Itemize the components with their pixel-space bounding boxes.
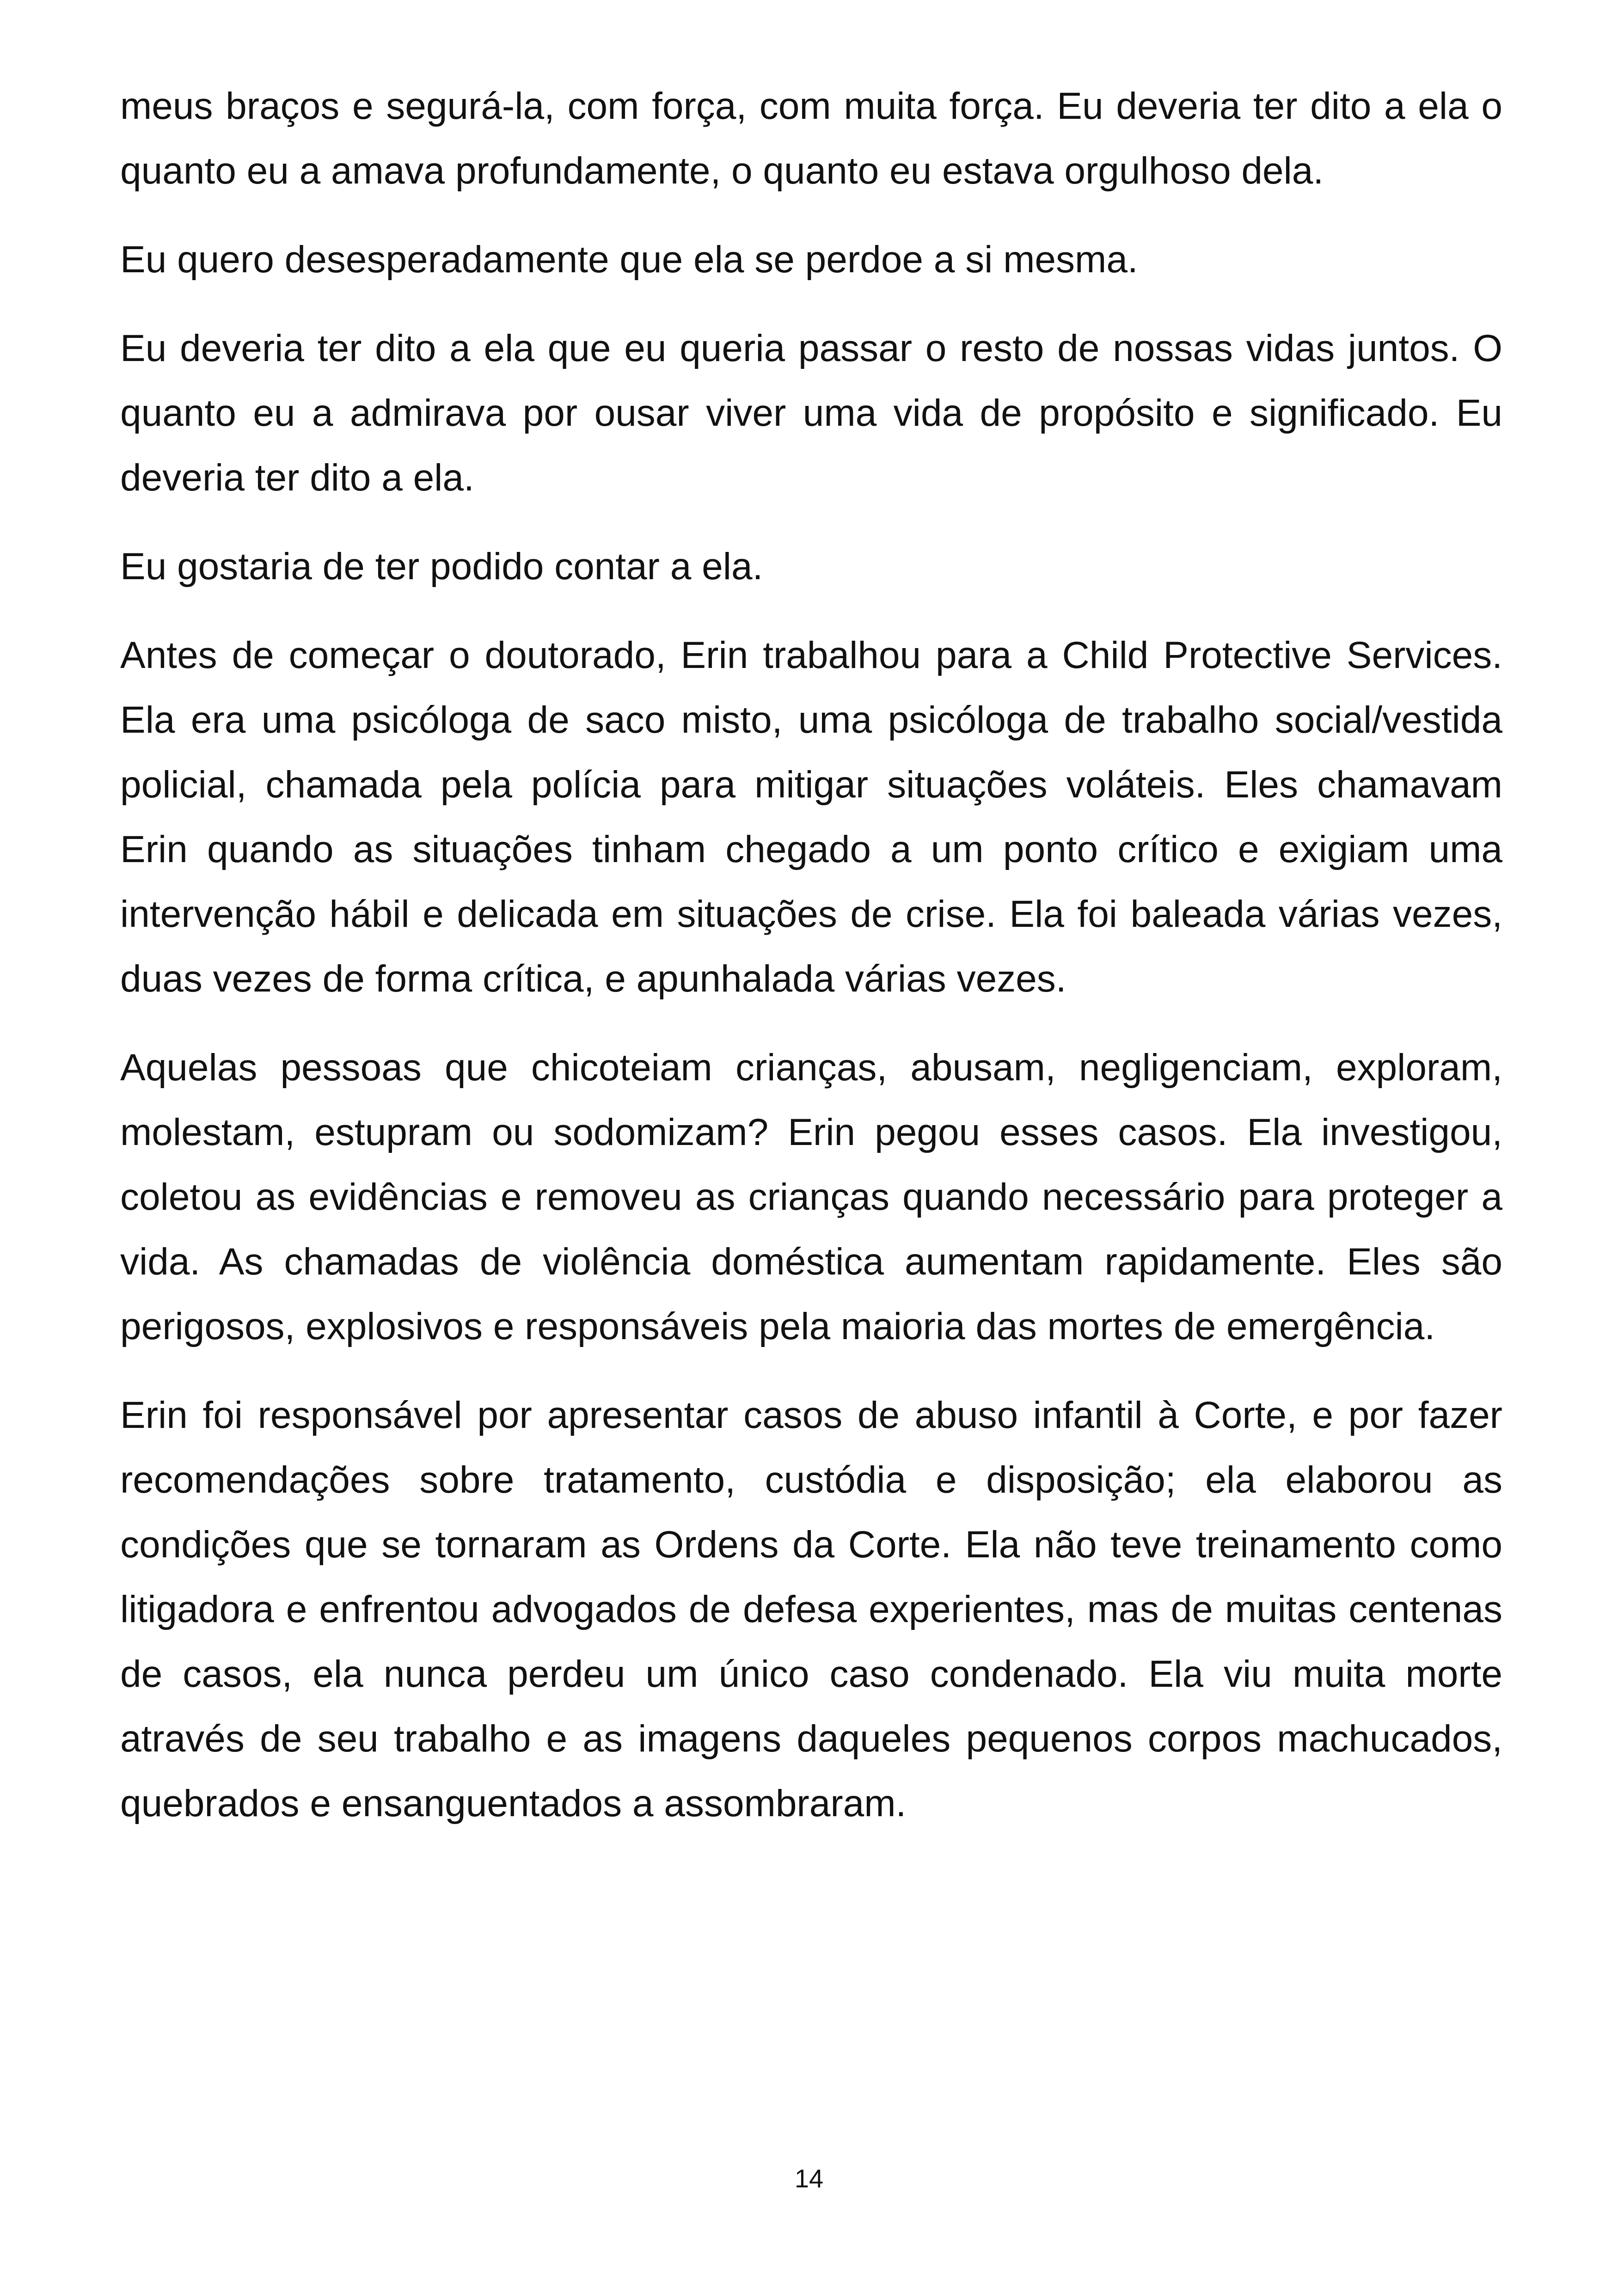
paragraph-3: Eu deveria ter dito a ela que eu queria passar o resto de nossas vidas juntos. O quanto eu a admirava por ousar viver uma vida de propósito e significado. Eu deveria ter dito a ela. [120,327,1502,499]
page-number: 14 [794,2164,824,2193]
paragraph-5: Antes de começar o doutorado, Erin trabalhou para a Child Protective Services. Ela era uma psicóloga de saco misto, uma psicóloga de trabalho social/vestida policial, chamada pela polícia para mitigar situações voláteis. Eles chamavam Erin quando as situações tinham chegado a um ponto crítico e exigiam uma intervenção hábil e delicada em situações de crise. Ela foi baleada várias vezes, duas vezes de forma crítica, e apunhalada várias vezes. [120,634,1502,1000]
paragraph-7: Erin foi responsável por apresentar casos de abuso infantil à Corte, e por fazer recomendações sobre tratamento, custódia e disposição; ela elaborou as condições que se tornaram as Ordens da Corte. Ela não teve treinamento como litigadora e enfrentou advogados de defesa experientes, mas de muitas centenas de casos, ela nunca perdeu um único caso condenado. Ela viu muita morte através de seu trabalho e as imagens daqueles pequenos corpos machucados, quebrados e ensanguentados a assombraram. [120,1394,1502,1825]
body-text [120,74,1502,1860]
paragraph-6: Aquelas pessoas que chicoteiam crianças, abusam, negligenciam, exploram, molestam, estupram ou sodomizam? Erin pegou esses casos. Ela investigou, coletou as evidências e removeu as crianças quando necessário para proteger a vida. As chamadas de violência doméstica aumentam rapidamente. Eles são perigosos, explosivos e responsáveis pela maioria das mortes de emergência. [120,1047,1502,1347]
paragraph-1: meus braços e segurá-la, com força, com muita força. Eu deveria ter dito a ela o quanto eu a amava profundamente, o quanto eu estava orgulhoso dela. [120,85,1502,192]
paragraph-4: Eu gostaria de ter podido contar a ela. [120,545,763,588]
paragraph-2: Eu quero desesperadamente que ela se perdoe a si mesma. [120,239,1138,281]
